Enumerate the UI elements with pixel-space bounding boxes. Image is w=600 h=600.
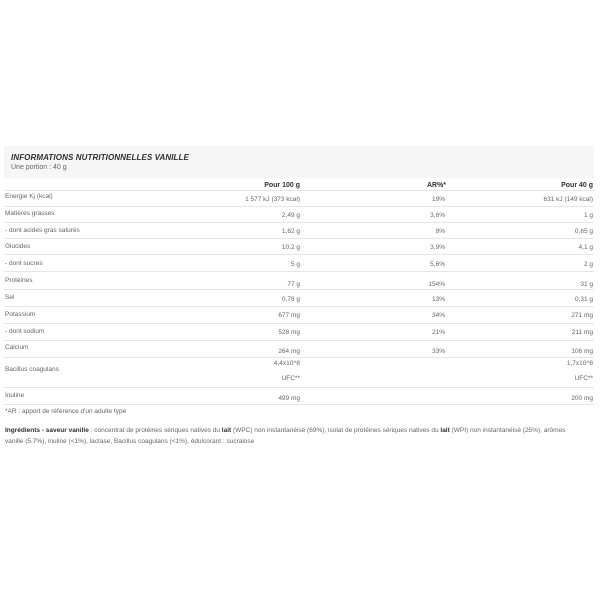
- value-per100: 1 577 kJ (373 kcal): [245, 196, 300, 203]
- value-per100: 528 mg: [278, 329, 300, 336]
- row-label: - dont sodium: [5, 328, 45, 335]
- value-per40: 4,1 g: [578, 244, 593, 251]
- value-per100: 1,62 g: [281, 228, 300, 235]
- value-per100: 499 mg: [278, 395, 300, 402]
- value-per40: 2 g: [583, 261, 593, 268]
- value-per100: 77 g: [287, 281, 300, 288]
- row-divider: [4, 222, 594, 223]
- table-title: INFORMATIONS NUTRITIONNELLES VANILLE: [11, 153, 189, 162]
- value-ar: 34%: [431, 312, 445, 319]
- header-panel: [4, 146, 594, 178]
- row-divider: [4, 323, 594, 324]
- row-label: - dont acides gras saturés: [5, 227, 80, 234]
- row-divider: [4, 289, 594, 290]
- row-divider: [4, 254, 594, 255]
- ingredients-part: (WPI) non instantanéisé (25%), arômes vanille (5,7%), inuline (<1%), lactase, Bacillus coagulans (<1%), édulcorant : sucralose: [5, 427, 566, 445]
- value-per40: 106 mg: [571, 348, 593, 355]
- column-header-per40: Pour 40 g: [561, 182, 593, 189]
- value-per40: 271 mg: [571, 312, 593, 319]
- value-per40: 31 g: [580, 281, 593, 288]
- value-per100: 677 mg: [278, 312, 300, 319]
- value-ar: 3,9%: [430, 244, 445, 251]
- value-ar: 3,6%: [430, 212, 445, 219]
- row-label: Inuline: [5, 392, 25, 399]
- row-divider: [4, 271, 594, 272]
- value-per100: 4,4x10^8: [273, 360, 300, 367]
- row-label: Calcium: [5, 344, 29, 351]
- row-divider: [4, 340, 594, 341]
- row-divider: [4, 404, 594, 405]
- value-per40: 631 kJ (149 kcal): [543, 196, 593, 203]
- value-per40: 0,65 g: [574, 228, 593, 235]
- value-ar: 19%: [431, 196, 445, 203]
- value-ar: 8%: [435, 228, 445, 235]
- row-label: Protéines: [5, 277, 33, 284]
- ingredients-text: [5, 425, 585, 447]
- value-per100: 10,2 g: [281, 244, 300, 251]
- value-per100-unit: UFC**: [281, 375, 300, 382]
- value-ar: 13%: [431, 296, 445, 303]
- value-ar: 5,6%: [430, 261, 445, 268]
- allergen-milk: lait: [440, 427, 450, 434]
- footnote: *AR : apport de référence d'un adulte type: [5, 408, 127, 415]
- value-per40: 1,7x10^8: [566, 360, 593, 367]
- row-divider: [4, 238, 594, 239]
- value-per40: 211 mg: [571, 329, 593, 336]
- ingredients-label: Ingrédients - saveur vanille: [5, 427, 89, 434]
- value-ar: 154%: [428, 281, 445, 288]
- row-divider: [4, 190, 594, 191]
- column-header-ar: AR%*: [426, 182, 446, 189]
- row-label: Energie Kj (kcal): [5, 193, 53, 200]
- row-divider: [4, 357, 594, 358]
- row-label: Sel: [5, 294, 15, 301]
- value-per100: 2,49 g: [281, 212, 300, 219]
- row-label: Glucides: [5, 243, 31, 250]
- value-per100: 0,78 g: [281, 296, 300, 303]
- row-divider: [4, 306, 594, 307]
- value-per100: 264 mg: [278, 348, 300, 355]
- column-header-per100: Pour 100 g: [264, 182, 300, 189]
- value-ar: 21%: [431, 329, 445, 336]
- row-label: - dont sucres: [5, 260, 43, 267]
- ingredients-part: : concentrat de protéines sériques natives du: [88, 427, 222, 434]
- allergen-milk: lait: [221, 427, 232, 434]
- value-per40: 200 mg: [571, 395, 593, 402]
- portion-size: Une portion : 40 g: [11, 164, 67, 171]
- row-label: Bacillus coagulans: [5, 366, 59, 373]
- value-ar: 33%: [431, 348, 445, 355]
- value-per100: 5 g: [290, 261, 300, 268]
- row-label: Potassium: [5, 311, 36, 318]
- row-divider: [4, 387, 594, 388]
- row-divider: [4, 206, 594, 207]
- row-label: Matières grasses: [5, 210, 55, 217]
- value-per40: 1 g: [583, 212, 593, 219]
- ingredients-part: (WPC) non instantanéisé (69%), isolat de protéines sériques natives du: [231, 427, 441, 434]
- value-per40: 0,31 g: [574, 296, 593, 303]
- value-per40-unit: UFC**: [574, 375, 593, 382]
